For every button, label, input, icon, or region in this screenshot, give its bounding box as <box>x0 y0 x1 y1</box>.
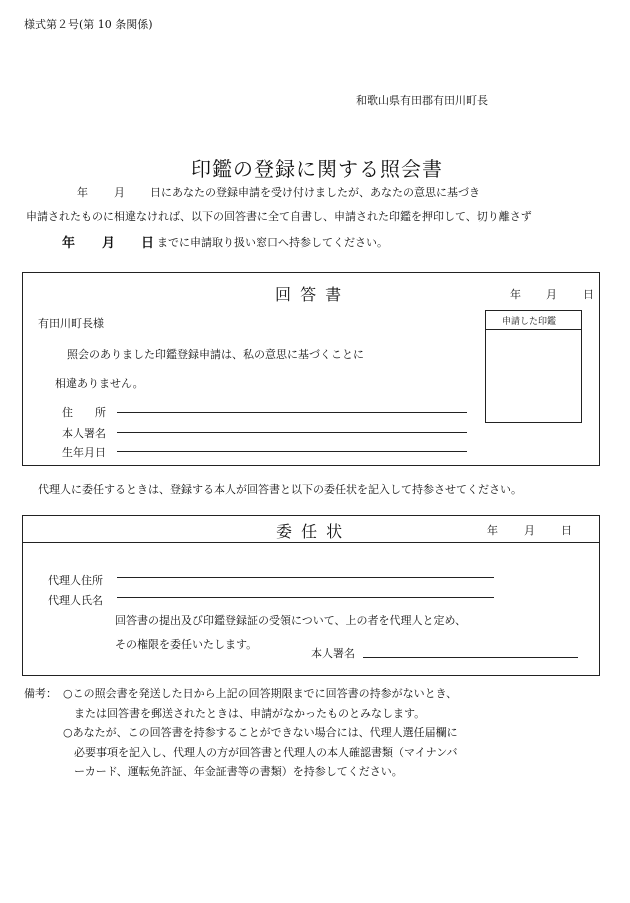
birth-field[interactable] <box>117 451 467 452</box>
deadline-day-label: 日 <box>141 236 155 251</box>
issuer: 和歌山県有田郡有田川町長 <box>356 94 488 107</box>
delegation-date-year: 年 <box>487 524 498 537</box>
proxy-address-label: 代理人住所 <box>48 574 103 587</box>
delegation-title: 委 任 状 <box>276 522 345 541</box>
form-number: 様式第２号(第 10 条関係) <box>24 18 153 31</box>
remarks-item1-line1: ○この照会書を発送した日から上記の回答期限までに回答書の持参がないとき、 <box>63 687 458 700</box>
answer-date-month: 月 <box>546 288 557 301</box>
delegation-date-day: 日 <box>561 524 572 537</box>
answer-date-day: 日 <box>583 288 594 301</box>
proxy-note: 代理人に委任するときは、登録する本人が回答書と以下の委任状を記入して持参させてください。 <box>38 483 522 496</box>
addressee: 有田川町長様 <box>38 317 104 330</box>
answer-body-line1: 照会のありました印鑑登録申請は、私の意思に基づくことに <box>67 348 364 361</box>
intro-month-label: 月 <box>114 186 125 199</box>
address-field[interactable] <box>117 412 467 413</box>
deadline-month-label: 月 <box>102 236 116 251</box>
proxy-name-field[interactable] <box>117 597 494 598</box>
address-label: 住 所 <box>62 406 106 419</box>
answer-body-line2: 相違ありません。 <box>55 377 144 390</box>
remarks-item2-line3: ーカード、運転免許証、年金証書等の書類）を持参してください。 <box>74 765 403 778</box>
delegation-body-line2: その権限を委任いたします。 <box>115 638 258 651</box>
seal-label: 申請した印鑑 <box>502 317 557 327</box>
signature-field[interactable] <box>117 432 467 433</box>
answer-title: 回 答 書 <box>275 285 344 304</box>
delegation-header-divider <box>22 542 600 543</box>
answer-date-year: 年 <box>510 288 521 301</box>
page-title: 印鑑の登録に関する照会書 <box>191 157 443 181</box>
remarks-label: 備考： <box>24 687 57 700</box>
intro-line3: までに申請取り扱い窓口へ持参してください。 <box>157 236 388 249</box>
intro-line1: 日にあなたの登録申請を受け付けましたが、あなたの意思に基づき <box>150 186 480 199</box>
remarks-item2-line2: 必要事項を記入し、代理人の方が回答書と代理人の本人確認書類（マイナンバ <box>74 746 458 759</box>
birth-label: 生年月日 <box>62 446 106 459</box>
seal-box-divider <box>485 329 582 330</box>
delegation-date-month: 月 <box>524 524 535 537</box>
proxy-name-label: 代理人氏名 <box>48 594 103 607</box>
remarks-item1-line2: または回答書を郵送されたときは、申請がなかったものとみなします。 <box>74 707 426 720</box>
delegation-signature-label: 本人署名 <box>311 647 355 660</box>
deadline-year-label: 年 <box>62 236 76 251</box>
remarks-item2-line1: ○あなたが、この回答書を持参することができない場合には、代理人選任届欄に <box>63 726 458 739</box>
intro-line2: 申請されたものに相違なければ、以下の回答書に全て自書し、申請された印鑑を押印して、切り離さず <box>26 210 532 223</box>
intro-year-label: 年 <box>77 186 88 199</box>
delegation-signature-field[interactable] <box>363 657 578 658</box>
proxy-address-field[interactable] <box>117 577 494 578</box>
delegation-body-line1: 回答書の提出及び印鑑登録証の受領について、上の者を代理人と定め、 <box>115 614 467 627</box>
signature-label: 本人署名 <box>62 427 106 440</box>
